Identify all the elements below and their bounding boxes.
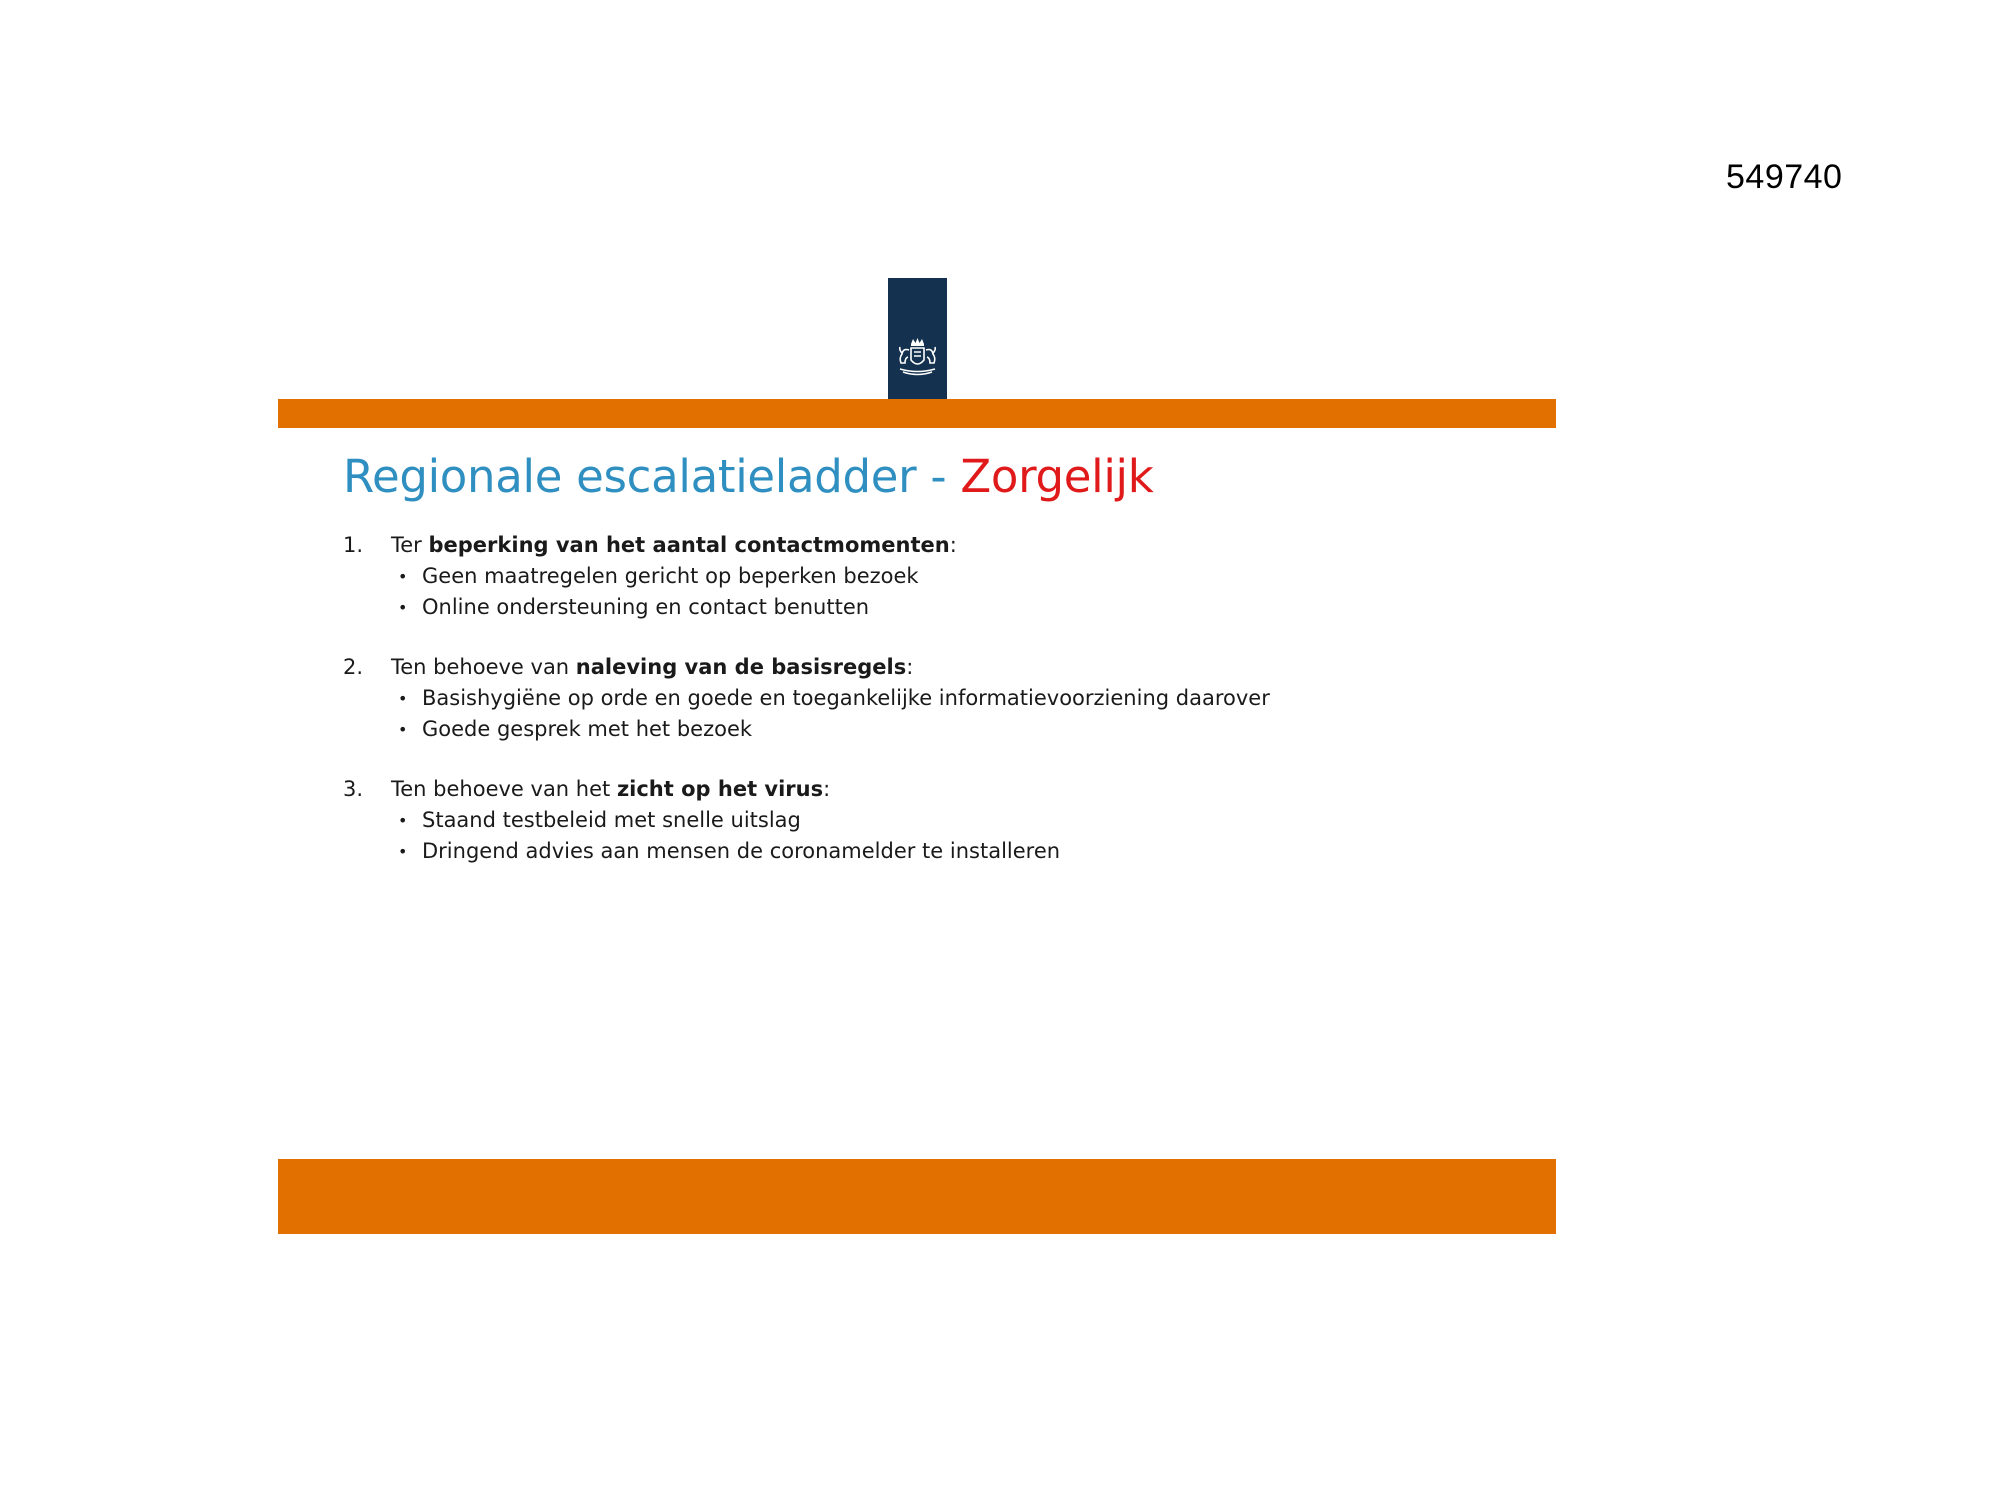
title-main: Regionale escalatieladder <box>343 450 917 503</box>
list-item <box>398 683 1493 714</box>
bullet-text: Basishygiëne op orde en goede en toegankelijke informatievoorziening daarover <box>422 686 1270 710</box>
bullet-icon: • <box>398 598 408 617</box>
section-heading-suffix: : <box>823 777 831 801</box>
bullet-text: Dringend advies aan mensen de coronamelder te installeren <box>422 839 1061 863</box>
bullet-icon: • <box>398 567 408 586</box>
section-heading-suffix: : <box>949 533 957 557</box>
bullet-icon: • <box>398 720 408 739</box>
section-heading-bold: naleving van de basisregels <box>575 655 907 679</box>
section-heading <box>343 530 1493 561</box>
bullet-text: Online ondersteuning en contact benutten <box>422 595 870 619</box>
list-item <box>398 592 1493 623</box>
list-item <box>398 805 1493 836</box>
list-item <box>398 561 1493 592</box>
bullet-icon: • <box>398 689 408 708</box>
list-section-1 <box>343 530 1493 623</box>
bullet-list <box>343 561 1493 623</box>
bullet-icon: • <box>398 842 408 861</box>
section-heading <box>343 774 1493 805</box>
bullet-text: Staand testbeleid met snelle uitslag <box>422 808 801 832</box>
section-number: 2. <box>343 655 364 679</box>
bottom-orange-bar <box>278 1159 1556 1234</box>
section-number: 3. <box>343 777 364 801</box>
section-heading-suffix: : <box>906 655 914 679</box>
bullet-list <box>343 805 1493 867</box>
list-section-2 <box>343 652 1493 745</box>
slide-content <box>343 530 1493 896</box>
list-section-3 <box>343 774 1493 867</box>
section-heading-prefix: Ter <box>391 533 429 557</box>
document-number: 549740 <box>1726 158 1843 196</box>
list-item <box>398 836 1493 867</box>
government-logo <box>888 278 947 399</box>
section-heading-bold: zicht op het virus <box>616 777 824 801</box>
bullet-text: Goede gesprek met het bezoek <box>422 717 753 741</box>
section-heading <box>343 652 1493 683</box>
slide-title <box>343 450 1154 503</box>
title-separator: - <box>916 450 961 503</box>
royal-coat-of-arms-icon <box>894 336 941 380</box>
bullet-list <box>343 683 1493 745</box>
section-heading-prefix: Ten behoeve van <box>391 655 576 679</box>
section-heading-bold: beperking van het aantal contactmomenten <box>428 533 950 557</box>
bullet-text: Geen maatregelen gericht op beperken bezoek <box>422 564 919 588</box>
section-heading-prefix: Ten behoeve van het <box>391 777 617 801</box>
title-status: Zorgelijk <box>960 450 1154 503</box>
bullet-icon: • <box>398 811 408 830</box>
list-item <box>398 714 1493 745</box>
top-orange-bar <box>278 399 1556 428</box>
section-number: 1. <box>343 533 364 557</box>
